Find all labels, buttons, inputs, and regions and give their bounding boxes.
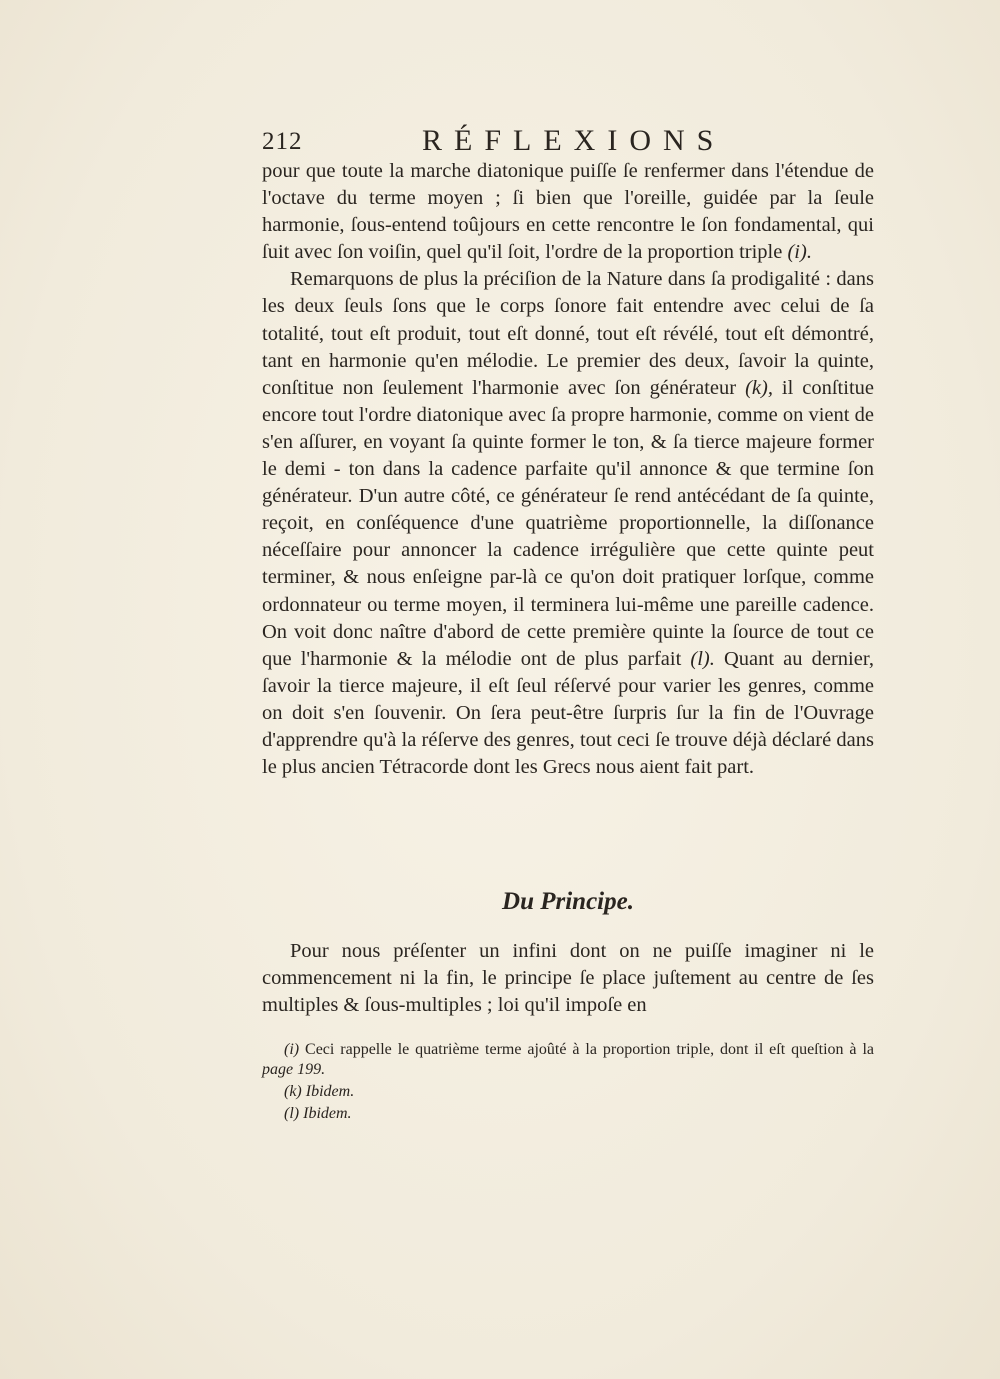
footnote-mark: (i) — [284, 1041, 300, 1058]
page-header — [262, 124, 878, 160]
footnote-ref-k: (k), — [745, 376, 773, 399]
paragraph-2 — [262, 266, 874, 781]
section-text — [262, 938, 874, 1020]
paragraph-text: Remarquons de plus la préciſion de la Nature dans ſa prodigalité : dans les deux ſeuls ſons que le corps ſonore fait entendre avec celui de ſa totalité, tout eſt produit, tout eſt donné, tout eſt révélé, tout eſt démontré, tant en harmonie qu'en mélodie. Le premier des deux, ſavoir la quinte, conſtitue non ſeulement l'harmonie avec ſon générateur — [262, 268, 874, 399]
paragraph-3: Pour nous préſenter un infini dont on ne puiſſe imaginer ni le commencement ni la fin, le principe ſe place juſtement au centre de ſes multiples & ſous-multiples ; loi qu'il impoſe en — [262, 940, 874, 1017]
footnote-ref-l: (l). — [690, 647, 715, 670]
footnote-k — [262, 1082, 874, 1102]
footnote-text: Ceci rappelle le quatrième terme ajoûté à la proportion triple, dont il eſt queſtion à la — [299, 1041, 874, 1058]
footnote-i — [262, 1040, 874, 1080]
paragraph-text: il conſtitue encore tout l'ordre diatonique avec ſa propre harmonie, comme on vient de s'en aſſurer, en voyant ſa quinte former le ton, & ſa tierce majeure former le demi - ton dans la cadence parfaite qu'il annonce & que termine ſon générateur. D'un autre côté, ce générateur ſe rend antécédant de ſa quinte, reçoit, en conſéquence d'une quatrième proportionnelle, la diſſonance néceſſaire pour annoncer la cadence irrégulière que cette quinte peut terminer, & nous enſeigne par-là ce qu'on doit pratiquer lorſque, comme ordonnateur ou terme moyen, il terminera lui-même une pareille cadence. On voit donc naître d'abord de cette première quinte la ſource de tout ce que l'harmonie & la mélodie ont de plus parfait — [262, 376, 874, 670]
footnote-page-ref: page 199. — [262, 1061, 326, 1078]
footnote-ref-i: (i). — [787, 241, 812, 264]
paragraph-1 — [262, 158, 874, 266]
footnote-ibidem: Ibidem. — [303, 1105, 352, 1122]
footnote-mark: (k) — [284, 1083, 302, 1100]
page-number: 212 — [262, 128, 303, 155]
footnote-ibidem: Ibidem. — [305, 1083, 355, 1100]
section-title: Du Principe. — [502, 888, 634, 915]
paragraph-text: pour que toute la marche diatonique puiſſe ſe renfermer dans l'étendue de l'octave du terme moyen ; ſi bien que l'oreille, guidée par la ſeule harmonie, ſous-entend toûjours en cette rencontre le ſon fondamental, qui ſuit avec ſon voiſin, quel qu'il ſoit, l'ordre de la proportion triple — [262, 160, 874, 264]
running-title: RÉFLEXIONS — [422, 124, 726, 157]
paragraph-text: Quant au dernier, ſavoir la tierce majeure, il eſt ſeul réſervé pour varier les genres, comme on doit s'en ſouvenir. On ſera peut-être ſurpris ſur la fin de l'Ouvrage d'apprendre qu'à la réſerve des genres, tout ceci ſe trouve déjà déclaré dans le plus ancien Tétracorde dont les Grecs nous aient fait part. — [262, 647, 874, 779]
footnotes — [262, 1040, 874, 1126]
footnote-l — [262, 1104, 874, 1124]
footnote-mark: (l) — [284, 1105, 300, 1122]
main-text — [262, 158, 874, 781]
